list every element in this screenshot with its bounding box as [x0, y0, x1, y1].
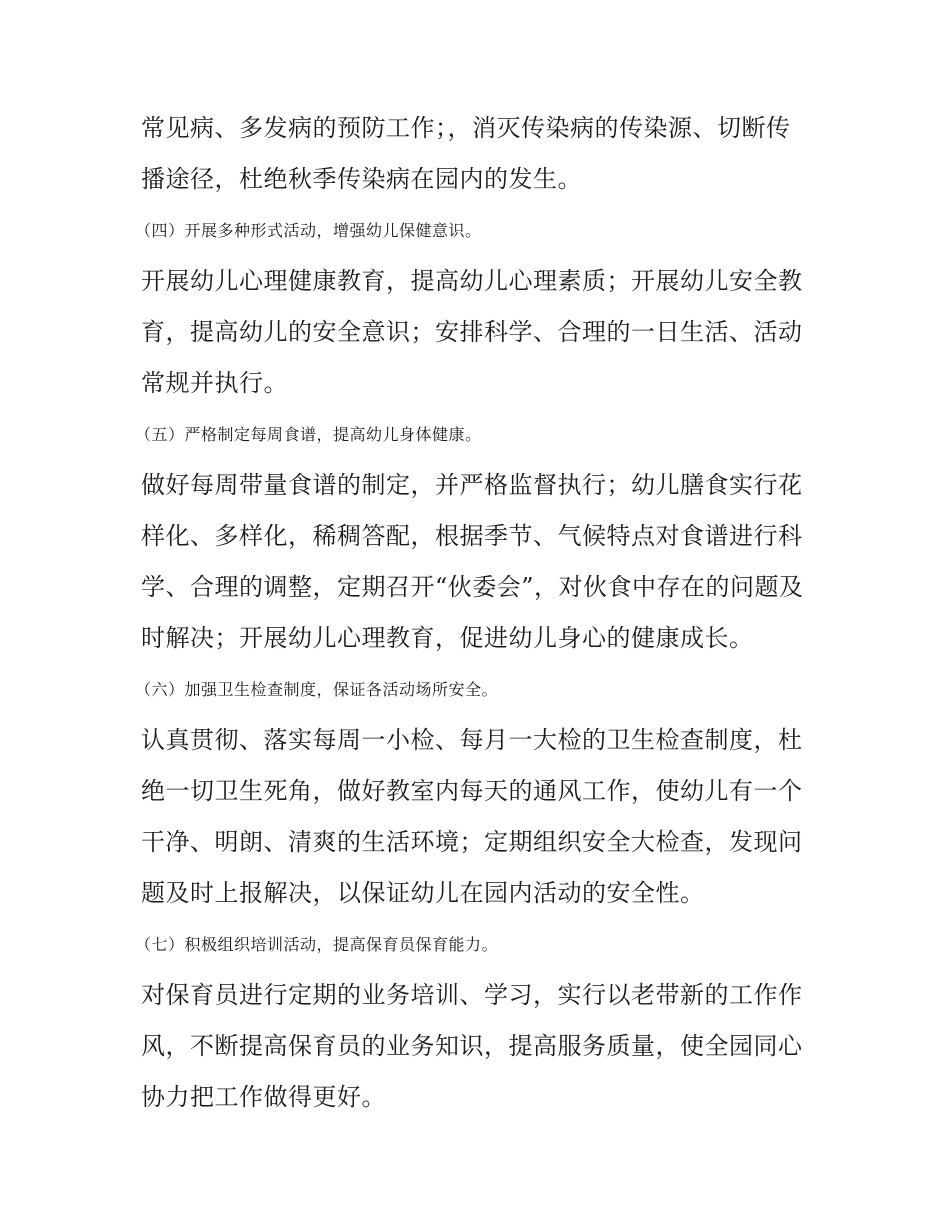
body-line: 题及时上报解决，以保证幼儿在园内活动的安全性。: [141, 879, 705, 907]
body-line: 学、合理的调整，定期召开“伙委会”，对伙食中存在的问题及: [141, 573, 804, 601]
body-line: 播途径，杜绝秋季传染病在园内的发生。: [141, 165, 582, 193]
body-line: 时解决；开展幼儿心理教育，促进幼儿身心的健康成长。: [141, 624, 754, 652]
body-line: 绝一切卫生死角，做好教室内每天的通风工作，使幼儿有一个: [141, 777, 803, 805]
section-heading-6: （六）加强卫生检查制度，保证各活动场所安全。: [135, 680, 499, 699]
body-line: 育，提高幼儿的安全意识；安排科学、合理的一日生活、活动: [141, 318, 803, 346]
section-heading-4: （四）开展多种形式活动，增强幼儿保健意识。: [135, 221, 482, 240]
section-heading-7: （七）积极组织培训活动，提高保育员保育能力。: [135, 935, 499, 954]
body-line: 认真贯彻、落实每周一小检、每月一大检的卫生检查制度，杜: [141, 726, 803, 754]
body-line: 协力把工作做得更好。: [141, 1083, 386, 1111]
body-line: 做好每周带量食谱的制定，并严格监督执行；幼儿膳食实行花: [141, 471, 803, 499]
body-line: 风，不断提高保育员的业务知识，提高服务质量，使全园同心: [141, 1032, 803, 1060]
document-body: [135, 103, 817, 1123]
body-line: 对保育员进行定期的业务培训、学习，实行以老带新的工作作: [141, 981, 803, 1009]
body-line: 常见病、多发病的预防工作；，消灭传染病的传染源、切断传: [141, 114, 791, 142]
section-heading-5: （五）严格制定每周食谱，提高幼儿身体健康。: [135, 425, 482, 444]
body-line: 干净、明朗、清爽的生活环境；定期组织安全大检查，发现问: [141, 828, 803, 856]
body-line: 样化、多样化，稀稠答配，根据季节、气候特点对食谱进行科: [141, 522, 803, 550]
body-line: 开展幼儿心理健康教育，提高幼儿心理素质；开展幼儿安全教: [141, 267, 803, 295]
body-line: 常规并执行。: [141, 369, 288, 397]
